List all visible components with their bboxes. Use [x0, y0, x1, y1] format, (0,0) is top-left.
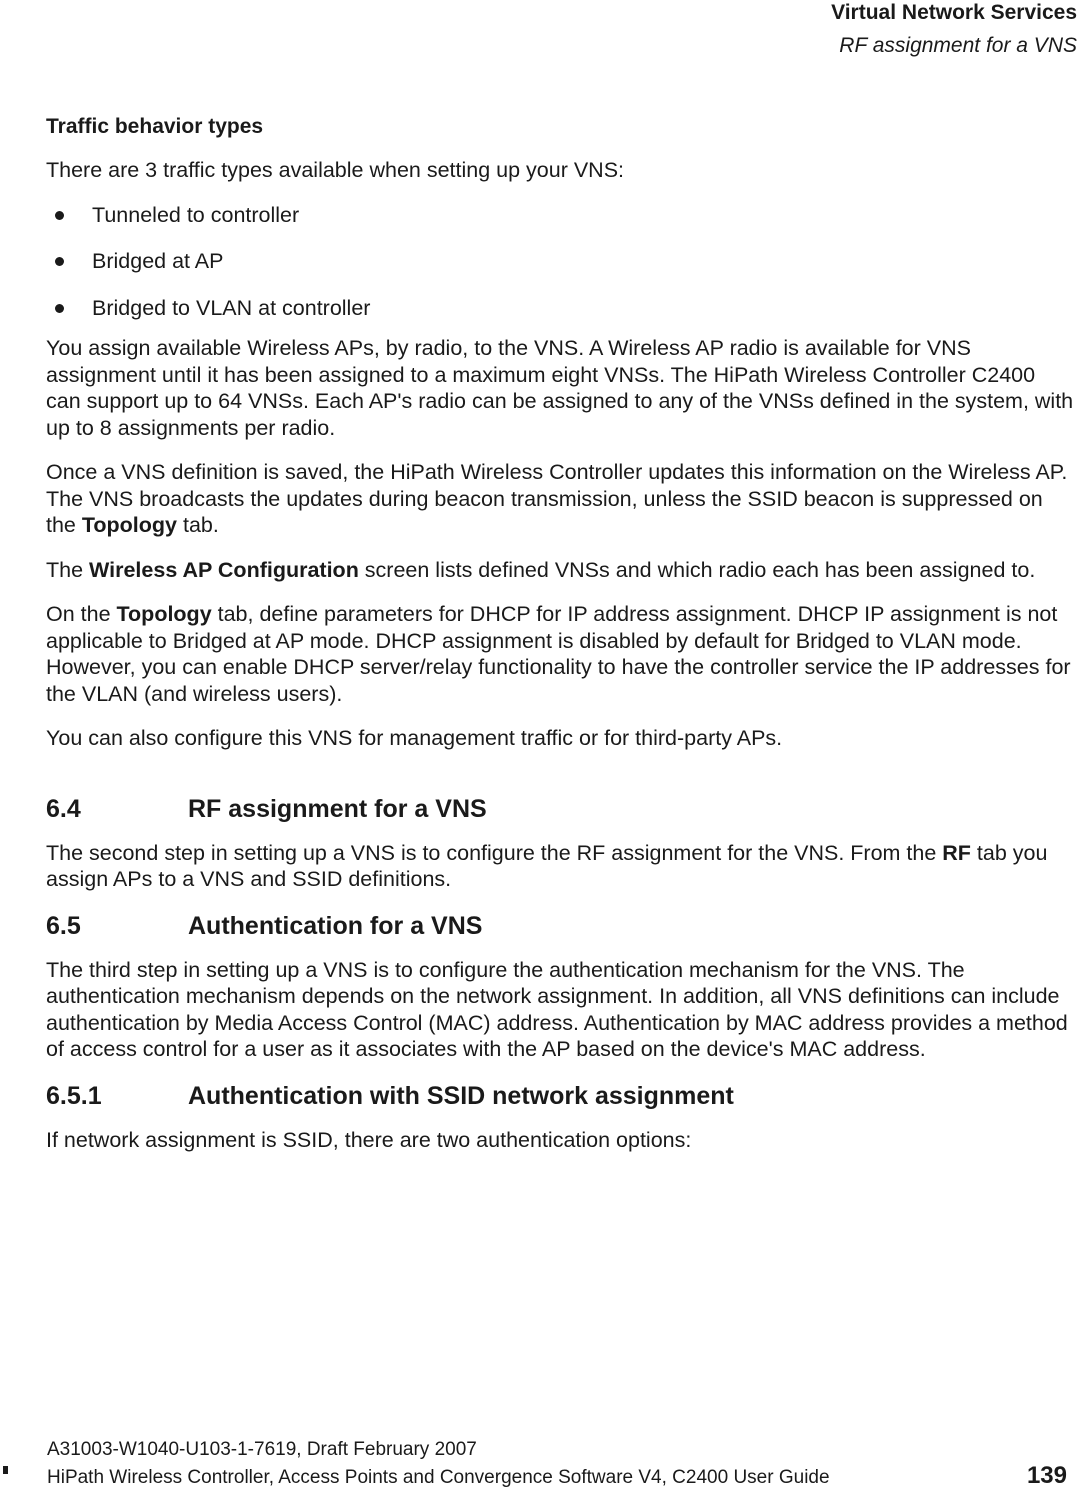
running-header-title: Virtual Network Services	[831, 1, 1077, 24]
text-run: The second step in setting up a VNS is to configure the RF assignment for the VNS. From the	[46, 840, 943, 865]
text-run: tab.	[177, 513, 219, 537]
paragraph-ap-config-screen	[46, 557, 1074, 584]
section-number: 6.4	[46, 794, 81, 823]
list-item	[46, 248, 1074, 275]
paragraph-rf-assignment	[46, 840, 1074, 893]
section-title: Authentication for a VNS	[188, 911, 483, 940]
running-header-subtitle: RF assignment for a VNS	[839, 34, 1077, 57]
bullet-icon	[55, 257, 64, 266]
paragraph-vns-saved	[46, 459, 1074, 539]
paragraph-ap-assignment: You assign available Wireless APs, by radio, to the VNS. A Wireless AP radio is available for VNS assignment until it has been assigned to a maximum eight VNSs. The HiPath Wireless Controller C2400 can support up to 64 VNSs. Each AP's radio can be assigned to any of the VNSs defined in the system, with up to 8 assignments per radio.	[46, 336, 1074, 440]
text-run: Once a VNS definition is saved, the HiPath Wireless Controller updates this information on the Wireless AP. The VNS broadcasts the updates during beacon transmission, unless the SSID beacon is suppressed on the	[46, 460, 1068, 537]
text-run: tab you assign APs to a VNS and SSID definitions.	[46, 840, 1048, 891]
list-item	[46, 202, 1074, 229]
list-item-text: Bridged to VLAN at controller	[92, 295, 371, 320]
text-run: tab, define parameters for DHCP for IP address assignment. DHCP IP assignment is not applicable to Bridged at AP mode. DHCP assignment is disabled by default for Bridged to VLAN mode. However, you can enable DHCP server/relay functionality to have the controller service the IP addresses for the VLAN (and wireless users).	[46, 602, 1071, 706]
page-number: 139	[1026, 1462, 1067, 1489]
section-title: RF assignment for a VNS	[188, 794, 487, 823]
ui-term-topology: Topology	[81, 513, 178, 537]
paragraph-ssid-auth: If network assignment is SSID, there are two authentication options:	[46, 1127, 692, 1152]
ui-term-rf: RF	[942, 840, 971, 865]
text-run: The	[46, 557, 90, 582]
section-number: 6.5	[46, 911, 81, 940]
section-heading-6-5	[46, 911, 1074, 941]
paragraph-topology-dhcp	[46, 601, 1074, 707]
footer-marker	[3, 1466, 8, 1474]
section-number: 6.5.1	[46, 1081, 102, 1110]
footer-doc-id: A31003-W1040-U103-1-7619, Draft February 2007	[47, 1439, 477, 1460]
bullet-icon	[55, 211, 64, 220]
bullet-icon	[55, 304, 64, 313]
ui-term-wireless-ap-configuration: Wireless AP Configuration	[89, 557, 359, 582]
traffic-types-heading: Traffic behavior types	[46, 115, 264, 138]
footer-doc-title: HiPath Wireless Controller, Access Points and Convergence Software V4, C2400 User Guide	[47, 1467, 830, 1488]
traffic-intro: There are 3 traffic types available when setting up your VNS:	[46, 158, 625, 182]
list-item-text: Bridged at AP	[92, 249, 224, 273]
traffic-type-list	[46, 202, 1074, 322]
text-run: On the	[46, 602, 117, 626]
section-heading-6-4	[46, 794, 1074, 824]
paragraph-authentication: The third step in setting up a VNS is to configure the authentication mechanism for the VNS. The authentication mechanism depends on the network assignment. In addition, all VNS definitions can include authentication by Media Access Control (MAC) address. Authentication by MAC address provides a method of access control for a user as it associates with the AP based on the device's MAC address.	[46, 957, 1068, 1061]
section-title: Authentication with SSID network assignment	[188, 1081, 734, 1110]
list-item	[46, 295, 1074, 322]
page-body	[46, 114, 1074, 1171]
ui-term-topology: Topology	[116, 602, 212, 626]
text-run: screen lists defined VNSs and which radio each has been assigned to.	[358, 557, 1036, 582]
paragraph-management-traffic: You can also configure this VNS for management traffic or for third-party APs.	[46, 726, 783, 750]
list-item-text: Tunneled to controller	[92, 202, 300, 227]
section-heading-6-5-1	[46, 1081, 1074, 1111]
